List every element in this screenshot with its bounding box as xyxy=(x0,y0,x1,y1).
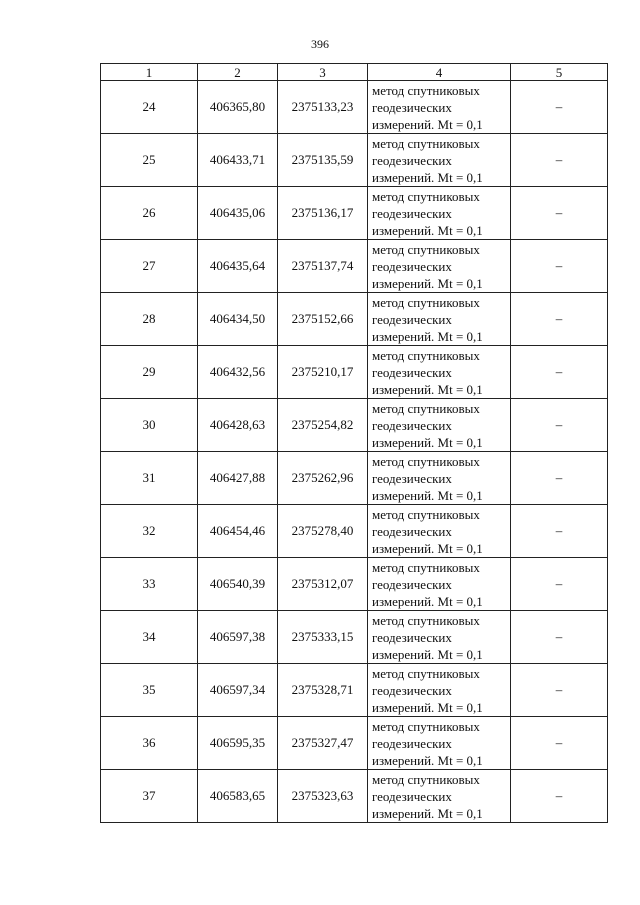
header-col-2: 2 xyxy=(198,64,278,81)
x-coordinate-cell: 406435,64 xyxy=(198,240,278,293)
method-cell xyxy=(368,505,511,558)
method-line: геодезических xyxy=(372,735,452,751)
x-coordinate-cell: 406597,34 xyxy=(198,664,278,717)
point-number-cell: 32 xyxy=(101,505,198,558)
y-coordinate-cell: 2375312,07 xyxy=(278,558,368,611)
y-coordinate-cell: 2375333,15 xyxy=(278,611,368,664)
table-row xyxy=(101,664,608,717)
point-number-cell: 37 xyxy=(101,770,198,823)
method-line: измерений. Mt = 0,1 xyxy=(372,222,483,238)
method-line: геодезических xyxy=(372,682,452,698)
method-line: геодезических xyxy=(372,470,452,486)
table-row xyxy=(101,611,608,664)
y-coordinate-cell: 2375323,63 xyxy=(278,770,368,823)
method-line: метод спутниковых xyxy=(372,400,480,416)
method-line: метод спутниковых xyxy=(372,347,480,363)
method-cell xyxy=(368,717,511,770)
method-line: метод спутниковых xyxy=(372,718,480,734)
x-coordinate-cell: 406433,71 xyxy=(198,134,278,187)
point-number-cell: 27 xyxy=(101,240,198,293)
note-cell: – xyxy=(511,399,608,452)
x-coordinate-cell: 406583,65 xyxy=(198,770,278,823)
x-coordinate-cell: 406435,06 xyxy=(198,187,278,240)
header-col-4: 4 xyxy=(368,64,511,81)
table-body xyxy=(101,81,608,823)
header-col-3: 3 xyxy=(278,64,368,81)
method-line: геодезических xyxy=(372,364,452,380)
point-number-cell: 25 xyxy=(101,134,198,187)
method-line: измерений. Mt = 0,1 xyxy=(372,381,483,397)
method-line: метод спутниковых xyxy=(372,241,480,257)
method-line: геодезических xyxy=(372,205,452,221)
table-row xyxy=(101,452,608,505)
note-cell: – xyxy=(511,81,608,134)
method-line: метод спутниковых xyxy=(372,294,480,310)
method-line: метод спутниковых xyxy=(372,188,480,204)
x-coordinate-cell: 406427,88 xyxy=(198,452,278,505)
method-cell xyxy=(368,293,511,346)
method-line: геодезических xyxy=(372,629,452,645)
note-cell: – xyxy=(511,240,608,293)
method-line: геодезических xyxy=(372,417,452,433)
y-coordinate-cell: 2375137,74 xyxy=(278,240,368,293)
table-row xyxy=(101,558,608,611)
y-coordinate-cell: 2375327,47 xyxy=(278,717,368,770)
method-cell xyxy=(368,452,511,505)
note-cell: – xyxy=(511,558,608,611)
note-cell: – xyxy=(511,664,608,717)
note-cell: – xyxy=(511,346,608,399)
point-number-cell: 29 xyxy=(101,346,198,399)
method-line: метод спутниковых xyxy=(372,135,480,151)
y-coordinate-cell: 2375152,66 xyxy=(278,293,368,346)
y-coordinate-cell: 2375136,17 xyxy=(278,187,368,240)
x-coordinate-cell: 406597,38 xyxy=(198,611,278,664)
table-row xyxy=(101,399,608,452)
method-line: измерений. Mt = 0,1 xyxy=(372,434,483,450)
note-cell: – xyxy=(511,770,608,823)
point-number-cell: 34 xyxy=(101,611,198,664)
point-number-cell: 31 xyxy=(101,452,198,505)
point-number-cell: 30 xyxy=(101,399,198,452)
x-coordinate-cell: 406454,46 xyxy=(198,505,278,558)
y-coordinate-cell: 2375254,82 xyxy=(278,399,368,452)
method-cell xyxy=(368,346,511,399)
point-number-cell: 26 xyxy=(101,187,198,240)
method-line: метод спутниковых xyxy=(372,665,480,681)
method-line: метод спутниковых xyxy=(372,453,480,469)
method-line: геодезических xyxy=(372,523,452,539)
method-cell xyxy=(368,187,511,240)
table-row xyxy=(101,505,608,558)
point-number-cell: 36 xyxy=(101,717,198,770)
y-coordinate-cell: 2375262,96 xyxy=(278,452,368,505)
y-coordinate-cell: 2375135,59 xyxy=(278,134,368,187)
note-cell: – xyxy=(511,187,608,240)
method-line: измерений. Mt = 0,1 xyxy=(372,805,483,821)
y-coordinate-cell: 2375328,71 xyxy=(278,664,368,717)
point-number-cell: 33 xyxy=(101,558,198,611)
x-coordinate-cell: 406540,39 xyxy=(198,558,278,611)
method-line: измерений. Mt = 0,1 xyxy=(372,593,483,609)
y-coordinate-cell: 2375278,40 xyxy=(278,505,368,558)
method-cell xyxy=(368,134,511,187)
method-line: метод спутниковых xyxy=(372,771,480,787)
note-cell: – xyxy=(511,293,608,346)
table-row xyxy=(101,346,608,399)
table-row xyxy=(101,770,608,823)
x-coordinate-cell: 406428,63 xyxy=(198,399,278,452)
method-line: геодезических xyxy=(372,258,452,274)
method-line: метод спутниковых xyxy=(372,559,480,575)
note-cell: – xyxy=(511,134,608,187)
method-line: метод спутниковых xyxy=(372,82,480,98)
method-cell xyxy=(368,611,511,664)
point-number-cell: 24 xyxy=(101,81,198,134)
table-row xyxy=(101,81,608,134)
method-cell xyxy=(368,81,511,134)
note-cell: – xyxy=(511,452,608,505)
method-line: измерений. Mt = 0,1 xyxy=(372,487,483,503)
note-cell: – xyxy=(511,611,608,664)
x-coordinate-cell: 406434,50 xyxy=(198,293,278,346)
method-line: геодезических xyxy=(372,99,452,115)
y-coordinate-cell: 2375133,23 xyxy=(278,81,368,134)
method-cell xyxy=(368,664,511,717)
method-line: измерений. Mt = 0,1 xyxy=(372,169,483,185)
y-coordinate-cell: 2375210,17 xyxy=(278,346,368,399)
method-cell xyxy=(368,558,511,611)
x-coordinate-cell: 406365,80 xyxy=(198,81,278,134)
method-line: измерений. Mt = 0,1 xyxy=(372,646,483,662)
page-number: 396 xyxy=(311,37,329,51)
method-line: измерений. Mt = 0,1 xyxy=(372,540,483,556)
method-cell xyxy=(368,770,511,823)
method-line: геодезических xyxy=(372,311,452,327)
table-row xyxy=(101,717,608,770)
method-line: геодезических xyxy=(372,788,452,804)
header-col-5: 5 xyxy=(511,64,608,81)
table-header-row xyxy=(101,64,608,81)
method-cell xyxy=(368,399,511,452)
method-line: геодезических xyxy=(372,152,452,168)
method-cell xyxy=(368,240,511,293)
method-line: метод спутниковых xyxy=(372,506,480,522)
method-line: измерений. Mt = 0,1 xyxy=(372,328,483,344)
method-line: измерений. Mt = 0,1 xyxy=(372,752,483,768)
note-cell: – xyxy=(511,717,608,770)
table-row xyxy=(101,293,608,346)
method-line: измерений. Mt = 0,1 xyxy=(372,699,483,715)
table-row xyxy=(101,240,608,293)
x-coordinate-cell: 406595,35 xyxy=(198,717,278,770)
method-line: измерений. Mt = 0,1 xyxy=(372,275,483,291)
point-number-cell: 35 xyxy=(101,664,198,717)
method-line: геодезических xyxy=(372,576,452,592)
table-row xyxy=(101,187,608,240)
coordinates-table xyxy=(100,63,608,823)
method-line: метод спутниковых xyxy=(372,612,480,628)
note-cell: – xyxy=(511,505,608,558)
header-col-1: 1 xyxy=(101,64,198,81)
point-number-cell: 28 xyxy=(101,293,198,346)
method-line: измерений. Mt = 0,1 xyxy=(372,116,483,132)
table-row xyxy=(101,134,608,187)
x-coordinate-cell: 406432,56 xyxy=(198,346,278,399)
